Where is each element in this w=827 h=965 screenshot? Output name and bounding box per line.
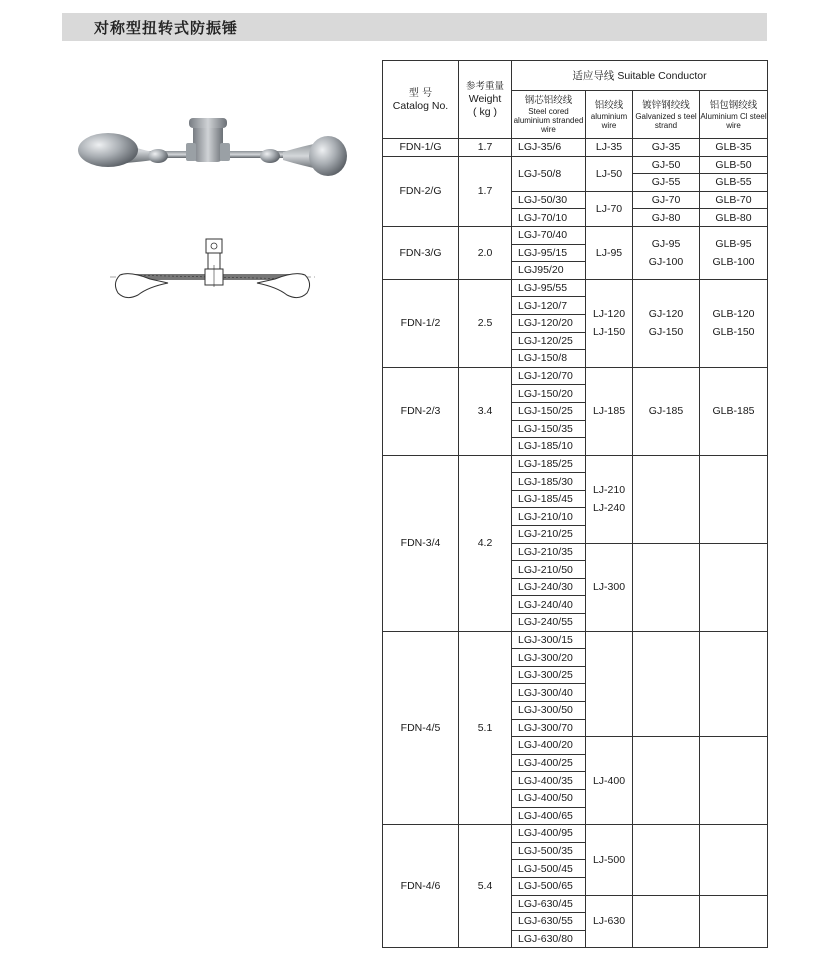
cell-lgj: LGJ-120/70 (512, 367, 586, 385)
cell-lgj: LGJ-400/20 (512, 737, 586, 755)
cell-lgj: LGJ-300/15 (512, 631, 586, 649)
table-body (383, 139, 768, 948)
cell-gj: GJ-120 GJ-150 (633, 279, 700, 367)
cell-lj: LJ-500 (586, 825, 633, 895)
cell-gj: GJ-80 (633, 209, 700, 227)
cell-lj: LJ-95 (586, 226, 633, 279)
cell-lgj: LGJ-50/8 (512, 156, 586, 191)
cell-weight: 5.1 (459, 631, 512, 825)
cell-glb: GLB-80 (700, 209, 768, 227)
cell-lgj: LGJ-210/35 (512, 543, 586, 561)
cell-lgj: LGJ-400/35 (512, 772, 586, 790)
page-title: 对称型扭转式防振锤 (94, 19, 239, 37)
cell-lgj: LGJ-300/40 (512, 684, 586, 702)
cell-model: FDN-4/6 (383, 825, 459, 948)
cell-lgj: LGJ-300/25 (512, 666, 586, 684)
cell-glb (700, 631, 768, 737)
cell-lj: LJ-50 (586, 156, 633, 191)
cell-model: FDN-3/G (383, 226, 459, 279)
table-row (383, 367, 768, 385)
cell-lgj: LGJ-70/10 (512, 209, 586, 227)
cell-glb (700, 895, 768, 948)
header-lj: 铝绞线 aluminium wire (586, 91, 633, 139)
header-model: 型 号 Catalog No. (383, 61, 459, 139)
cell-lgj: LGJ-70/40 (512, 226, 586, 244)
cell-lj: LJ-185 (586, 367, 633, 455)
cell-lgj: LGJ-240/55 (512, 614, 586, 632)
cell-lgj: LGJ-185/10 (512, 438, 586, 456)
cell-model: FDN-2/3 (383, 367, 459, 455)
cell-lgj: LGJ-210/50 (512, 561, 586, 579)
cell-gj: GJ-50 (633, 156, 700, 174)
cell-lgj: LGJ-35/6 (512, 139, 586, 157)
table-row (383, 455, 768, 473)
cell-lgj: LGJ-400/65 (512, 807, 586, 825)
cell-lgj: LGJ-185/25 (512, 455, 586, 473)
cell-lgj: LGJ-150/20 (512, 385, 586, 403)
cell-lj: LJ-400 (586, 737, 633, 825)
cell-lgj: LGJ-185/45 (512, 490, 586, 508)
cell-lgj: LGJ-400/50 (512, 789, 586, 807)
cell-gj: GJ-35 (633, 139, 700, 157)
cell-lgj: LGJ-300/70 (512, 719, 586, 737)
cell-glb: GLB-55 (700, 174, 768, 192)
cell-glb (700, 825, 768, 895)
cell-gj (633, 543, 700, 631)
table-row (383, 279, 768, 297)
damper-photo-illustration (78, 108, 348, 198)
damper-line-drawing (110, 235, 315, 315)
cell-lj: LJ-630 (586, 895, 633, 948)
cell-lgj: LGJ-95/15 (512, 244, 586, 262)
cell-model: FDN-1/2 (383, 279, 459, 367)
cell-lj (586, 631, 633, 737)
cell-glb (700, 455, 768, 543)
cell-weight: 4.2 (459, 455, 512, 631)
cell-glb: GLB-70 (700, 191, 768, 209)
cell-lj: LJ-70 (586, 191, 633, 226)
cell-lgj: LGJ-500/65 (512, 877, 586, 895)
cell-gj (633, 455, 700, 543)
header-glb: 铝包钢绞线 Aluminium Cl steel wire (700, 91, 768, 139)
cell-lgj: LGJ-95/55 (512, 279, 586, 297)
spec-table (382, 60, 768, 948)
cell-lgj: LGJ-630/55 (512, 913, 586, 931)
cell-weight: 1.7 (459, 156, 512, 226)
cell-lgj: LGJ-240/40 (512, 596, 586, 614)
header-weight: 参考重量 Weight ( kg ) (459, 61, 512, 139)
cell-lgj: LGJ95/20 (512, 262, 586, 280)
cell-lgj: LGJ-630/45 (512, 895, 586, 913)
right-weight (309, 136, 347, 176)
cell-lj: LJ-35 (586, 139, 633, 157)
cell-lgj: LGJ-210/10 (512, 508, 586, 526)
cell-model: FDN-2/G (383, 156, 459, 226)
cell-glb: GLB-35 (700, 139, 768, 157)
cell-lgj: LGJ-120/20 (512, 314, 586, 332)
cell-gj (633, 631, 700, 737)
cell-gj: GJ-95 GJ-100 (633, 226, 700, 279)
cell-lgj: LGJ-500/35 (512, 842, 586, 860)
cell-lgj: LGJ-185/30 (512, 473, 586, 491)
cell-glb: GLB-50 (700, 156, 768, 174)
cell-glb (700, 737, 768, 825)
table-row (383, 226, 768, 244)
header-lgj: 钢芯铝绞线 Steel cored aluminium stranded wire (512, 91, 586, 139)
table-row (383, 631, 768, 649)
cell-glb: GLB-185 (700, 367, 768, 455)
cell-lgj: LGJ-120/25 (512, 332, 586, 350)
cell-glb: GLB-95 GLB-100 (700, 226, 768, 279)
cell-lgj: LGJ-500/45 (512, 860, 586, 878)
left-weight (78, 133, 138, 167)
cell-lgj: LGJ-150/35 (512, 420, 586, 438)
header-gj: 镀锌钢绞线 Galvanized s teel strand (633, 91, 700, 139)
cell-model: FDN-1/G (383, 139, 459, 157)
cell-gj: GJ-55 (633, 174, 700, 192)
cell-lgj: LGJ-400/95 (512, 825, 586, 843)
cell-gj (633, 737, 700, 825)
cell-gj (633, 825, 700, 895)
cell-lgj: LGJ-630/80 (512, 930, 586, 948)
cell-model: FDN-4/5 (383, 631, 459, 825)
cell-glb (700, 543, 768, 631)
cell-lj: LJ-210 LJ-240 (586, 455, 633, 543)
cell-weight: 3.4 (459, 367, 512, 455)
cell-lgj: LGJ-400/25 (512, 754, 586, 772)
table-row (383, 139, 768, 157)
cell-weight: 5.4 (459, 825, 512, 948)
cell-lgj: LGJ-150/8 (512, 350, 586, 368)
cell-glb: GLB-120 GLB-150 (700, 279, 768, 367)
cell-lgj: LGJ-120/7 (512, 297, 586, 315)
cell-model: FDN-3/4 (383, 455, 459, 631)
title-bar (62, 13, 767, 41)
cell-lgj: LGJ-150/25 (512, 402, 586, 420)
cell-gj: GJ-70 (633, 191, 700, 209)
cell-lgj: LGJ-50/30 (512, 191, 586, 209)
header-suitable-conductor: 适应导线 Suitable Conductor (512, 61, 768, 91)
cell-weight: 2.5 (459, 279, 512, 367)
cell-weight: 1.7 (459, 139, 512, 157)
cell-lgj: LGJ-240/30 (512, 578, 586, 596)
cell-lgj: LGJ-210/25 (512, 526, 586, 544)
cell-lgj: LGJ-300/50 (512, 702, 586, 720)
cell-gj: GJ-185 (633, 367, 700, 455)
cell-gj (633, 895, 700, 948)
table-row (383, 825, 768, 843)
cell-lj: LJ-120 LJ-150 (586, 279, 633, 367)
cell-weight: 2.0 (459, 226, 512, 279)
table-row (383, 156, 768, 174)
cell-lj: LJ-300 (586, 543, 633, 631)
cell-lgj: LGJ-300/20 (512, 649, 586, 667)
